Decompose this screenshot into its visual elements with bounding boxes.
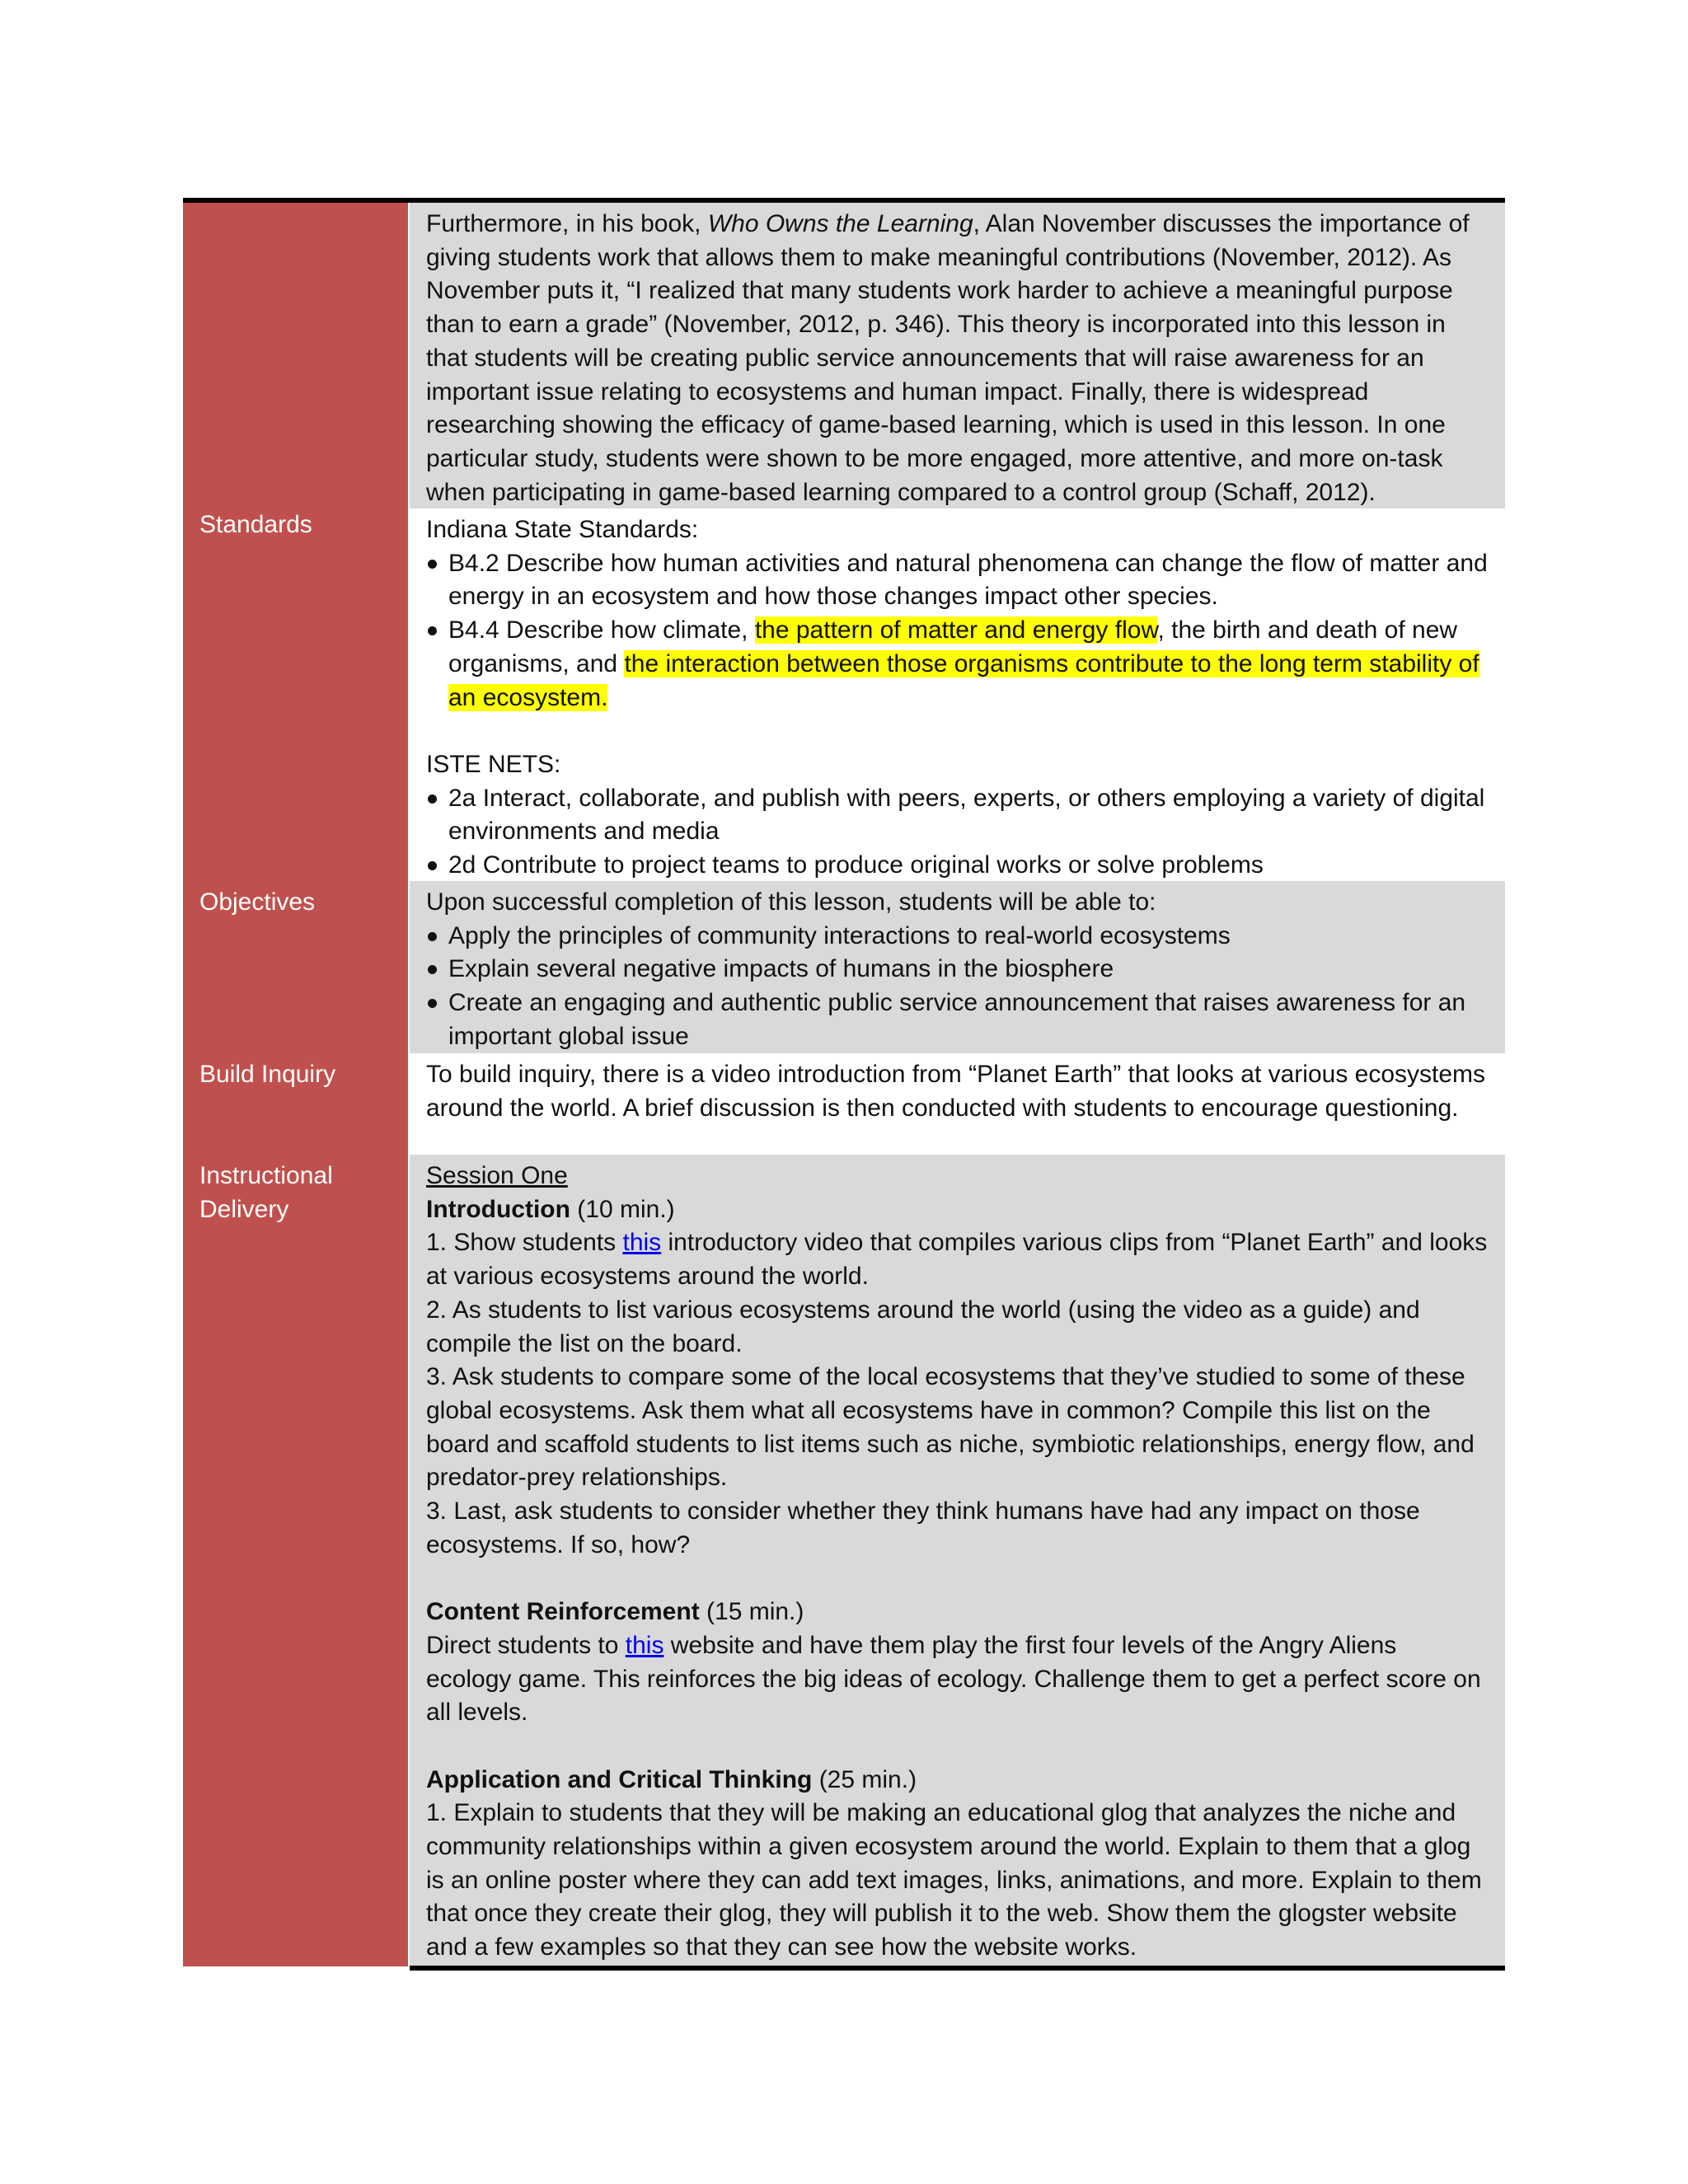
build-inquiry-label: Build Inquiry — [199, 1061, 336, 1088]
reinforcement-text: Direct students to this website and have them play the first four levels of the Angry Aliens ecology game. This reinforces the big ideas of ecology. Challenge them to get a perfect score on all levels. — [426, 1631, 1481, 1727]
instructional-delivery-label-line1: Instructional — [199, 1162, 333, 1189]
objective-item: Apply the principles of community interactions to real-world ecosystems — [426, 920, 1489, 954]
objectives-list — [426, 920, 1489, 1054]
standards-row — [410, 509, 1505, 881]
intro-step-2: 2. As students to list various ecosystems around the world (using the video as a guide) and compile the list on the board. — [426, 1296, 1420, 1357]
indiana-standards-list — [426, 547, 1489, 715]
standard-b44: B4.4 Describe how climate, the pattern of matter and energy flow, the birth and death of new organisms, and the interaction between those organisms contribute to the long term stability of an ecosystem. — [426, 614, 1489, 715]
indiana-standards-heading: Indiana State Standards: — [426, 516, 699, 543]
standard-b42: B4.2 Describe how human activities and natural phenomena can change the flow of matter and energy in an ecosystem and how those changes impact other species. — [426, 547, 1489, 614]
rationale-row — [410, 203, 1505, 509]
rationale-paragraph: Furthermore, in his book, Who Owns the Learning, Alan November discusses the importance of giving students work that allows them to make meaningful contributions (November, 2012). As November puts it, “I realized that many students work harder to achieve a meaningful purpose than to earn a grade” (November, 2012, p. 346). This theory is incorporated into this lesson in that students will be creating public service announcements that will raise awareness for an important issue relating to ecosystems and human impact. Finally, there is widespread researching showing the efficacy of game-based learning, which is used in this lesson. In one particular study, students were shown to be more engaged, more attentive, and more on-task when participating in game-based learning compared to a control group (Schaff, 2012). — [426, 210, 1470, 506]
objective-item: Explain several negative impacts of humans in the biosphere — [426, 953, 1489, 987]
application-heading: Application and Critical Thinking (25 min.) — [426, 1765, 917, 1793]
intro-step-4: 3. Last, ask students to consider whether they think humans have had any impact on those ecosystems. If so, how? — [426, 1497, 1420, 1558]
instructional-delivery-row — [410, 1155, 1505, 1966]
highlight-2: the interaction between those organisms contribute to the long term stability of an ecosystem. — [448, 649, 1479, 711]
video-link[interactable]: this — [622, 1229, 662, 1257]
session-heading: Session One — [426, 1162, 568, 1189]
iste-2a: 2a Interact, collaborate, and publish with peers, experts, or others employing a variety of digital environments and media — [426, 782, 1489, 849]
bottom-rule — [410, 1966, 1505, 1971]
highlight-1: the pattern of matter and energy flow — [754, 616, 1158, 644]
book-title: Who Owns the Learning — [707, 210, 973, 237]
intro-step-1: 1. Show students this introductory video that compiles various clips from “Planet Earth” and looks at various ecosystems around the world. — [426, 1229, 1488, 1291]
iste-list — [426, 782, 1489, 883]
instructional-delivery-label-line2: Delivery — [199, 1195, 289, 1223]
instructional-delivery-label — [199, 1160, 397, 1226]
inquiry-text: To build inquiry, there is a video introduction from “Planet Earth” that looks at various ecosystems around the world. A brief discussion is then conducted with students to encourage questioning. — [426, 1061, 1486, 1122]
iste-heading: ISTE NETS: — [426, 750, 561, 778]
objectives-label: Objectives — [199, 888, 316, 916]
build-inquiry-row — [410, 1053, 1505, 1155]
introduction-heading: Introduction (10 min.) — [426, 1195, 675, 1223]
section-label-column — [183, 203, 408, 1966]
iste-2d: 2d Contribute to project teams to produce original works or solve problems — [426, 849, 1489, 883]
application-step-1: 1. Explain to students that they will be making an educational glog that analyzes the niche and community relationships within a given ecosystem around the world. Explain to them that a glog is an online poster where they can add text images, links, animations, and more. Explain to them that once they create their glog, they will publish it to the web. Show them the glogster website and a few examples so that they can see how the website works. — [426, 1799, 1482, 1961]
game-link[interactable]: this — [625, 1631, 664, 1659]
reinforcement-heading: Content Reinforcement (15 min.) — [426, 1598, 804, 1626]
objectives-row — [410, 881, 1505, 1053]
intro-step-3: 3. Ask students to compare some of the local ecosystems that they’ve studied to some of these global ecosystems. Ask them what all ecosystems have in common? Compile this list on the board and scaffold students to list items such as niche, symbiotic relationships, energy flow, and predator-prey relationships. — [426, 1363, 1475, 1492]
objective-item: Create an engaging and authentic public service announcement that raises awareness for an important global issue — [426, 987, 1489, 1053]
standards-label: Standards — [199, 511, 312, 538]
objectives-intro: Upon successful completion of this lesson, students will be able to: — [426, 888, 1156, 916]
